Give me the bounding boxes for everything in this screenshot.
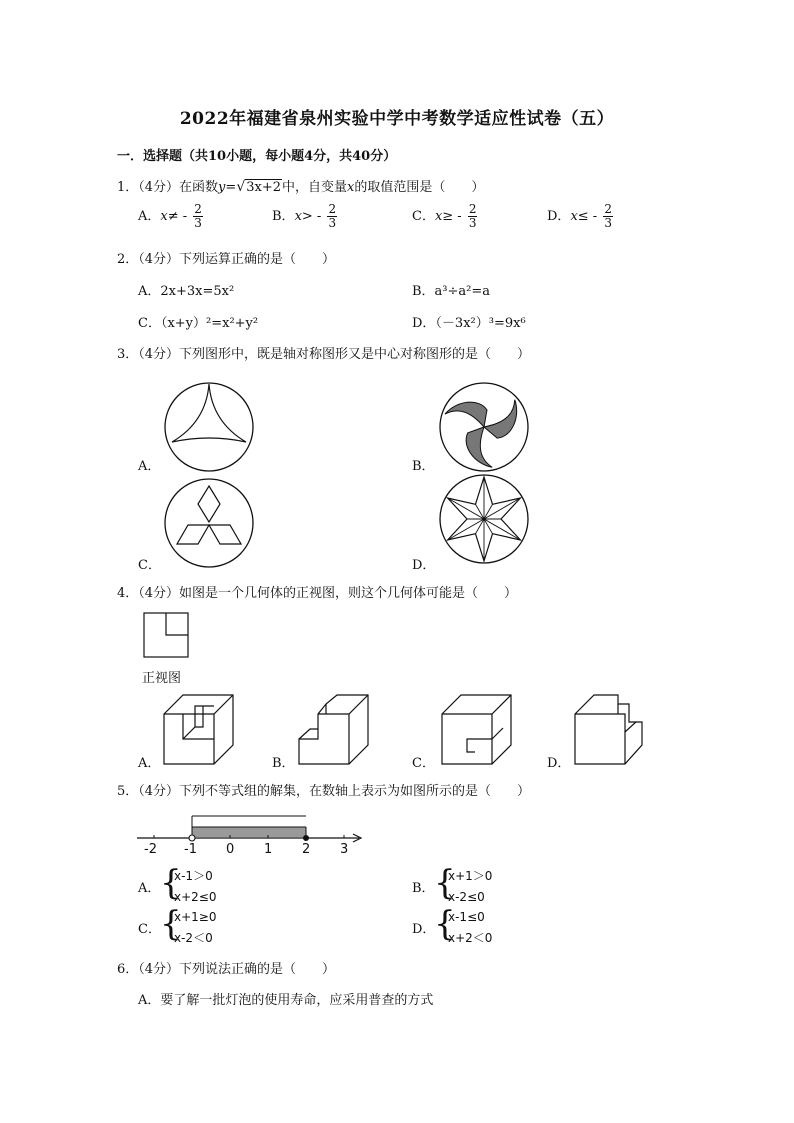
- q1-option-c[interactable]: [412, 203, 477, 230]
- q1-stem-c: 的取值范围是（ ）: [354, 180, 485, 195]
- q5-number-line: [137, 810, 367, 860]
- open-point: [189, 835, 195, 841]
- tick-label-3: 3: [340, 842, 349, 857]
- q3-figure-c: [164, 478, 254, 568]
- q1-option-a-rel: x≠ -: [160, 209, 192, 224]
- q2-option-d[interactable]: D．（－3x²）³=9x⁶: [412, 316, 526, 331]
- q1-option-c-label: C．: [412, 209, 435, 224]
- q5-b-line2: x-2≤0: [448, 890, 485, 904]
- brace-icon: {: [434, 904, 456, 944]
- q3-option-a[interactable]: A．: [138, 459, 161, 474]
- tick-label-1: 1: [264, 842, 273, 857]
- q4-caption: 正视图: [142, 671, 182, 686]
- fraction-num: 2: [468, 202, 477, 216]
- brace-icon: {: [434, 863, 456, 903]
- q3c-rhombus-right: [209, 525, 241, 544]
- q3-option-c[interactable]: C．: [138, 558, 161, 573]
- q3c-rhombus-left: [177, 525, 209, 544]
- q5-option-c-system: [174, 907, 216, 949]
- q4a-notch: [183, 706, 214, 739]
- q2-stem: 2．（4分）下列运算正确的是（ ）: [117, 252, 336, 267]
- fraction: [468, 203, 478, 230]
- fraction-num: 2: [194, 202, 202, 216]
- q5-option-a[interactable]: A．: [138, 881, 161, 896]
- q1-stem-a: 1．（4分）在函数: [117, 180, 219, 195]
- tick-label-neg2: -2: [144, 842, 157, 857]
- q4-front-notch: [166, 613, 188, 635]
- fraction-num: 2: [328, 202, 337, 216]
- q5-d-line2: x+2＜0: [448, 931, 493, 945]
- sqrt-icon: √: [236, 179, 246, 195]
- q5-c-line1: x+1≥0: [174, 910, 217, 924]
- q1-option-d-label: D．: [547, 209, 571, 224]
- q5-a-line1: x-1＞0: [174, 869, 213, 883]
- brace-icon: {: [160, 863, 182, 903]
- q2-option-b[interactable]: B．a³÷a²=a: [412, 284, 491, 299]
- q1-option-b-label: B．: [272, 209, 295, 224]
- q5-c-line2: x-2＜0: [174, 931, 213, 945]
- q1-y: y: [218, 180, 226, 195]
- q4-option-d[interactable]: D．: [547, 756, 571, 771]
- q5-option-a-system: [174, 866, 216, 908]
- q2-option-c[interactable]: C．（x+y）²=x²+y²: [138, 316, 259, 331]
- q3a-circle: [165, 383, 253, 471]
- q1-option-a-label: A．: [138, 209, 161, 224]
- q4-solid-d: [574, 694, 646, 766]
- q4c-notch: [467, 728, 503, 752]
- q4b-edges: [299, 695, 368, 764]
- q3-figure-b: [439, 382, 529, 472]
- q4-option-a[interactable]: A．: [138, 756, 161, 771]
- fraction: [193, 203, 203, 230]
- q1-option-b[interactable]: [272, 203, 337, 230]
- q1-x: x: [347, 180, 355, 195]
- q1-option-d[interactable]: [547, 203, 613, 230]
- q6-stem: 6．（4分）下列说法正确的是（ ）: [117, 962, 336, 977]
- q5-d-line1: x-1≤0: [448, 910, 485, 924]
- q5-option-d-system: [448, 907, 492, 949]
- fraction: [327, 203, 337, 230]
- q3-option-d[interactable]: D．: [412, 558, 436, 573]
- brace-icon: {: [160, 904, 182, 944]
- tick-label-0: 0: [226, 842, 235, 857]
- q1-option-c-rel: x≥ -: [434, 209, 466, 224]
- q2-option-a[interactable]: A．2x+3x=5x²: [138, 284, 235, 299]
- q5-b-line1: x+1＞0: [448, 869, 493, 883]
- q4-option-b[interactable]: B．: [272, 756, 295, 771]
- tick-label-neg1: -1: [184, 842, 197, 857]
- q3-stem: 3．（4分）下列图形中，既是轴对称图形又是中心对称图形的是（ ）: [117, 347, 531, 362]
- q5-stem: 5．（4分）下列不等式组的解集，在数轴上表示为如图所示的是（ ）: [117, 784, 531, 799]
- q3c-rhombus-top: [198, 486, 220, 522]
- q1-option-b-rel: x> -: [294, 209, 326, 224]
- q5-option-b[interactable]: B．: [412, 881, 435, 896]
- q4-front-view: [143, 612, 189, 658]
- q3b-blade-1: [445, 402, 487, 427]
- closed-point: [303, 835, 309, 841]
- q4d-outline: [575, 695, 642, 764]
- q3-figure-d: [439, 474, 529, 564]
- fraction-den: 3: [194, 216, 202, 230]
- q4-option-c[interactable]: C．: [412, 756, 435, 771]
- q3-figure-a: [164, 382, 254, 472]
- q3d-spokes: [448, 477, 521, 561]
- fraction-num: 2: [604, 202, 612, 216]
- q6-option-a[interactable]: A．要了解一批灯泡的使用寿命，应采用普查的方式: [138, 993, 434, 1008]
- q5-option-b-system: [448, 866, 492, 908]
- page-title: 2022年福建省泉州实验中学中考数学适应性试卷（五）: [179, 109, 615, 129]
- fraction-den: 3: [328, 216, 337, 230]
- q4a-edges: [164, 695, 233, 764]
- q1-option-a[interactable]: [138, 203, 203, 230]
- q1-radicand: 3x+2: [246, 180, 282, 195]
- tick-label-2: 2: [302, 842, 311, 857]
- q5-a-line2: x+2≤0: [174, 890, 217, 904]
- solution-interval: [192, 827, 306, 837]
- q1-stem-b: 中，自变量: [282, 180, 348, 195]
- section-heading: 一．选择题（共10小题，每小题4分，共40分）: [117, 149, 397, 164]
- q1-option-d-rel: x≤ -: [570, 209, 602, 224]
- q4-stem: 4．（4分）如图是一个几何体的正视图，则这个几何体可能是（ ）: [117, 586, 518, 601]
- q3a-curved-triangle: [172, 384, 246, 442]
- fraction-den: 3: [604, 216, 612, 230]
- q1-stem: [117, 176, 484, 195]
- fraction-den: 3: [468, 216, 477, 230]
- q4-solid-a: [163, 694, 235, 766]
- q5-option-d[interactable]: D．: [412, 922, 436, 937]
- q4c-edges: [442, 695, 511, 764]
- q4d-edges: [575, 704, 636, 764]
- q1-eq: =: [225, 180, 237, 195]
- q3-option-b[interactable]: B．: [412, 459, 435, 474]
- q4-solid-b: [298, 694, 370, 766]
- fraction: [603, 203, 613, 230]
- q4-solid-c: [441, 694, 513, 766]
- q5-option-c[interactable]: C．: [138, 922, 161, 937]
